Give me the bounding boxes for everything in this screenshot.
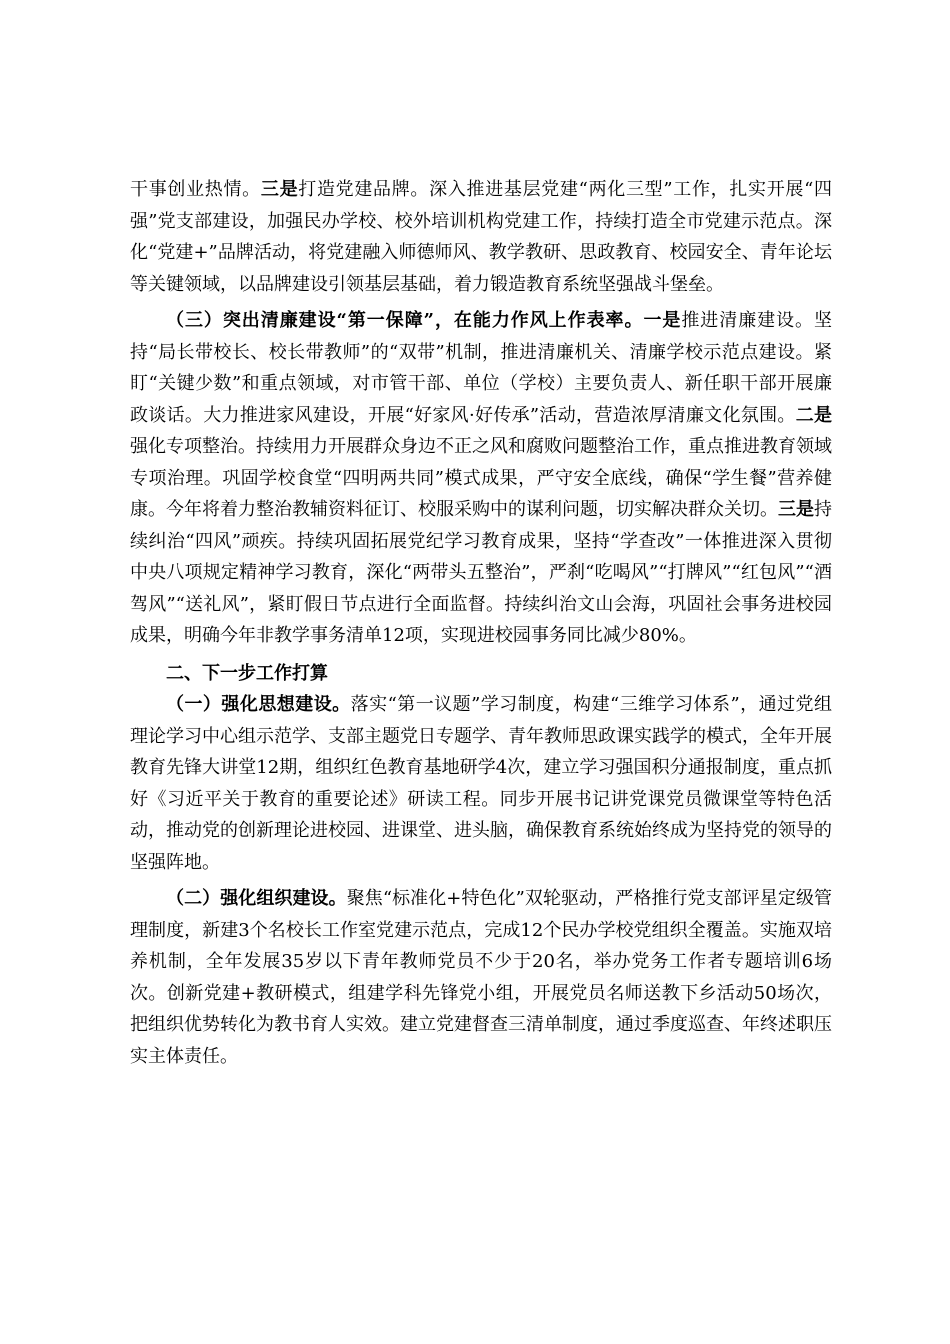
bold-marker: 一是 xyxy=(643,310,682,331)
section-heading-next-steps: 二、下一步工作打算 xyxy=(166,662,328,684)
text-run: 落实“第一议题”学习制度，构建“三维学习体系”，通过党组理论学习中心组示范学、支部主题党日专题学、青年教师思政课实践学的模式，全年开展教育先锋大讲堂12期，组织红色教育基地研学4次，建立学习强国积分通报制度，重点抓好《习近平关于教育的重要论述》研读工程。同步开展书记讲党课党员微课堂等特色活动，推动党的创新理论进校园、进课堂、进头脑，确保教育系统始终成为坚持党的领导的坚强阵地。 xyxy=(130,694,833,873)
subsection-heading-1: （一）强化思想建设。 xyxy=(166,694,351,715)
text-run: 推进清廉建设。坚持“局长带校长、校长带教师”的“双带”机制，推进清廉机关、清廉学校示范点建设。紧盯“关键少数”和重点领域，对市管干部、单位（学校）主要负责人、新任职干部开展廉政谈话。大力推进家风建设，开展“好家风·好传承”活动，营造浓厚清廉文化氛围。 xyxy=(130,310,832,426)
bold-marker: 三是 xyxy=(260,179,299,200)
text-run: 强化专项整治。持续用力开展群众身边不正之风和腐败问题整治工作，重点推进教育领域专项治理。巩固学校食堂“四明两共同”模式成果，严守安全底线，确保“学生餐”营养健康。今年将着力整治教辅资料征订、校服采购中的谋利问题，切实解决群众关切。 xyxy=(130,436,832,520)
paragraph-integrity-building xyxy=(130,305,832,652)
paragraph-party-brand xyxy=(130,174,832,300)
text-run: 持续纠治“四风”顽疾。持续巩固拓展党纪学习教育成果，坚持“学查改”一体推进深入贯彻中央八项规定精神学习教育，深化“两带头五整治”，严刹“吃喝风”“打牌风”“红包风”“酒驾风”“送礼风”，紧盯假日节点进行全面监督。持续纠治文山会海，巩固社会事务进校园成果，明确今年非教学事务清单12项，实现进校园事务同比减少80%。 xyxy=(130,499,832,646)
subsection-heading-2: （二）强化组织建设。 xyxy=(166,888,347,909)
text-run: 干事创业热情。 xyxy=(130,179,261,200)
bold-marker: 三是 xyxy=(778,499,814,520)
section-heading-3: （三）突出清廉建设“第一保障”，在能力作风上作表率。 xyxy=(166,310,644,331)
text-run: 打造党建品牌。深入推进基层党建“两化三型”工作，扎实开展“四强”党支部建设，加强民办学校、校外培训机构党建工作，持续打造全市党建示范点。深化“党建+”品牌活动，将党建融入师德师风、教学教研、思政教育、校园安全、青年论坛等关键领域，以品牌建设引领基层基础，着力锻造教育系统坚强战斗堡垒。 xyxy=(130,179,833,295)
bold-marker: 二是 xyxy=(795,404,833,426)
paragraph-organizational-building xyxy=(130,883,832,1072)
text-run: 聚焦“标准化+特色化”双轮驱动，严格推行党支部评星定级管理制度，新建3个名校长工作室党建示范点，完成12个民办学校党组织全覆盖。实施双培养机制，全年发展35岁以下青年教师党员不少于20名，举办党务工作者专题培训6场次。创新党建+教研模式，组建学科先锋党小组，开展党员名师送教下乡活动50场次，把组织优势转化为教书育人实效。建立党建督查三清单制度，通过季度巡查、年终述职压实主体责任。 xyxy=(130,888,833,1067)
paragraph-ideological-building xyxy=(130,689,832,878)
document-body xyxy=(130,174,832,1072)
